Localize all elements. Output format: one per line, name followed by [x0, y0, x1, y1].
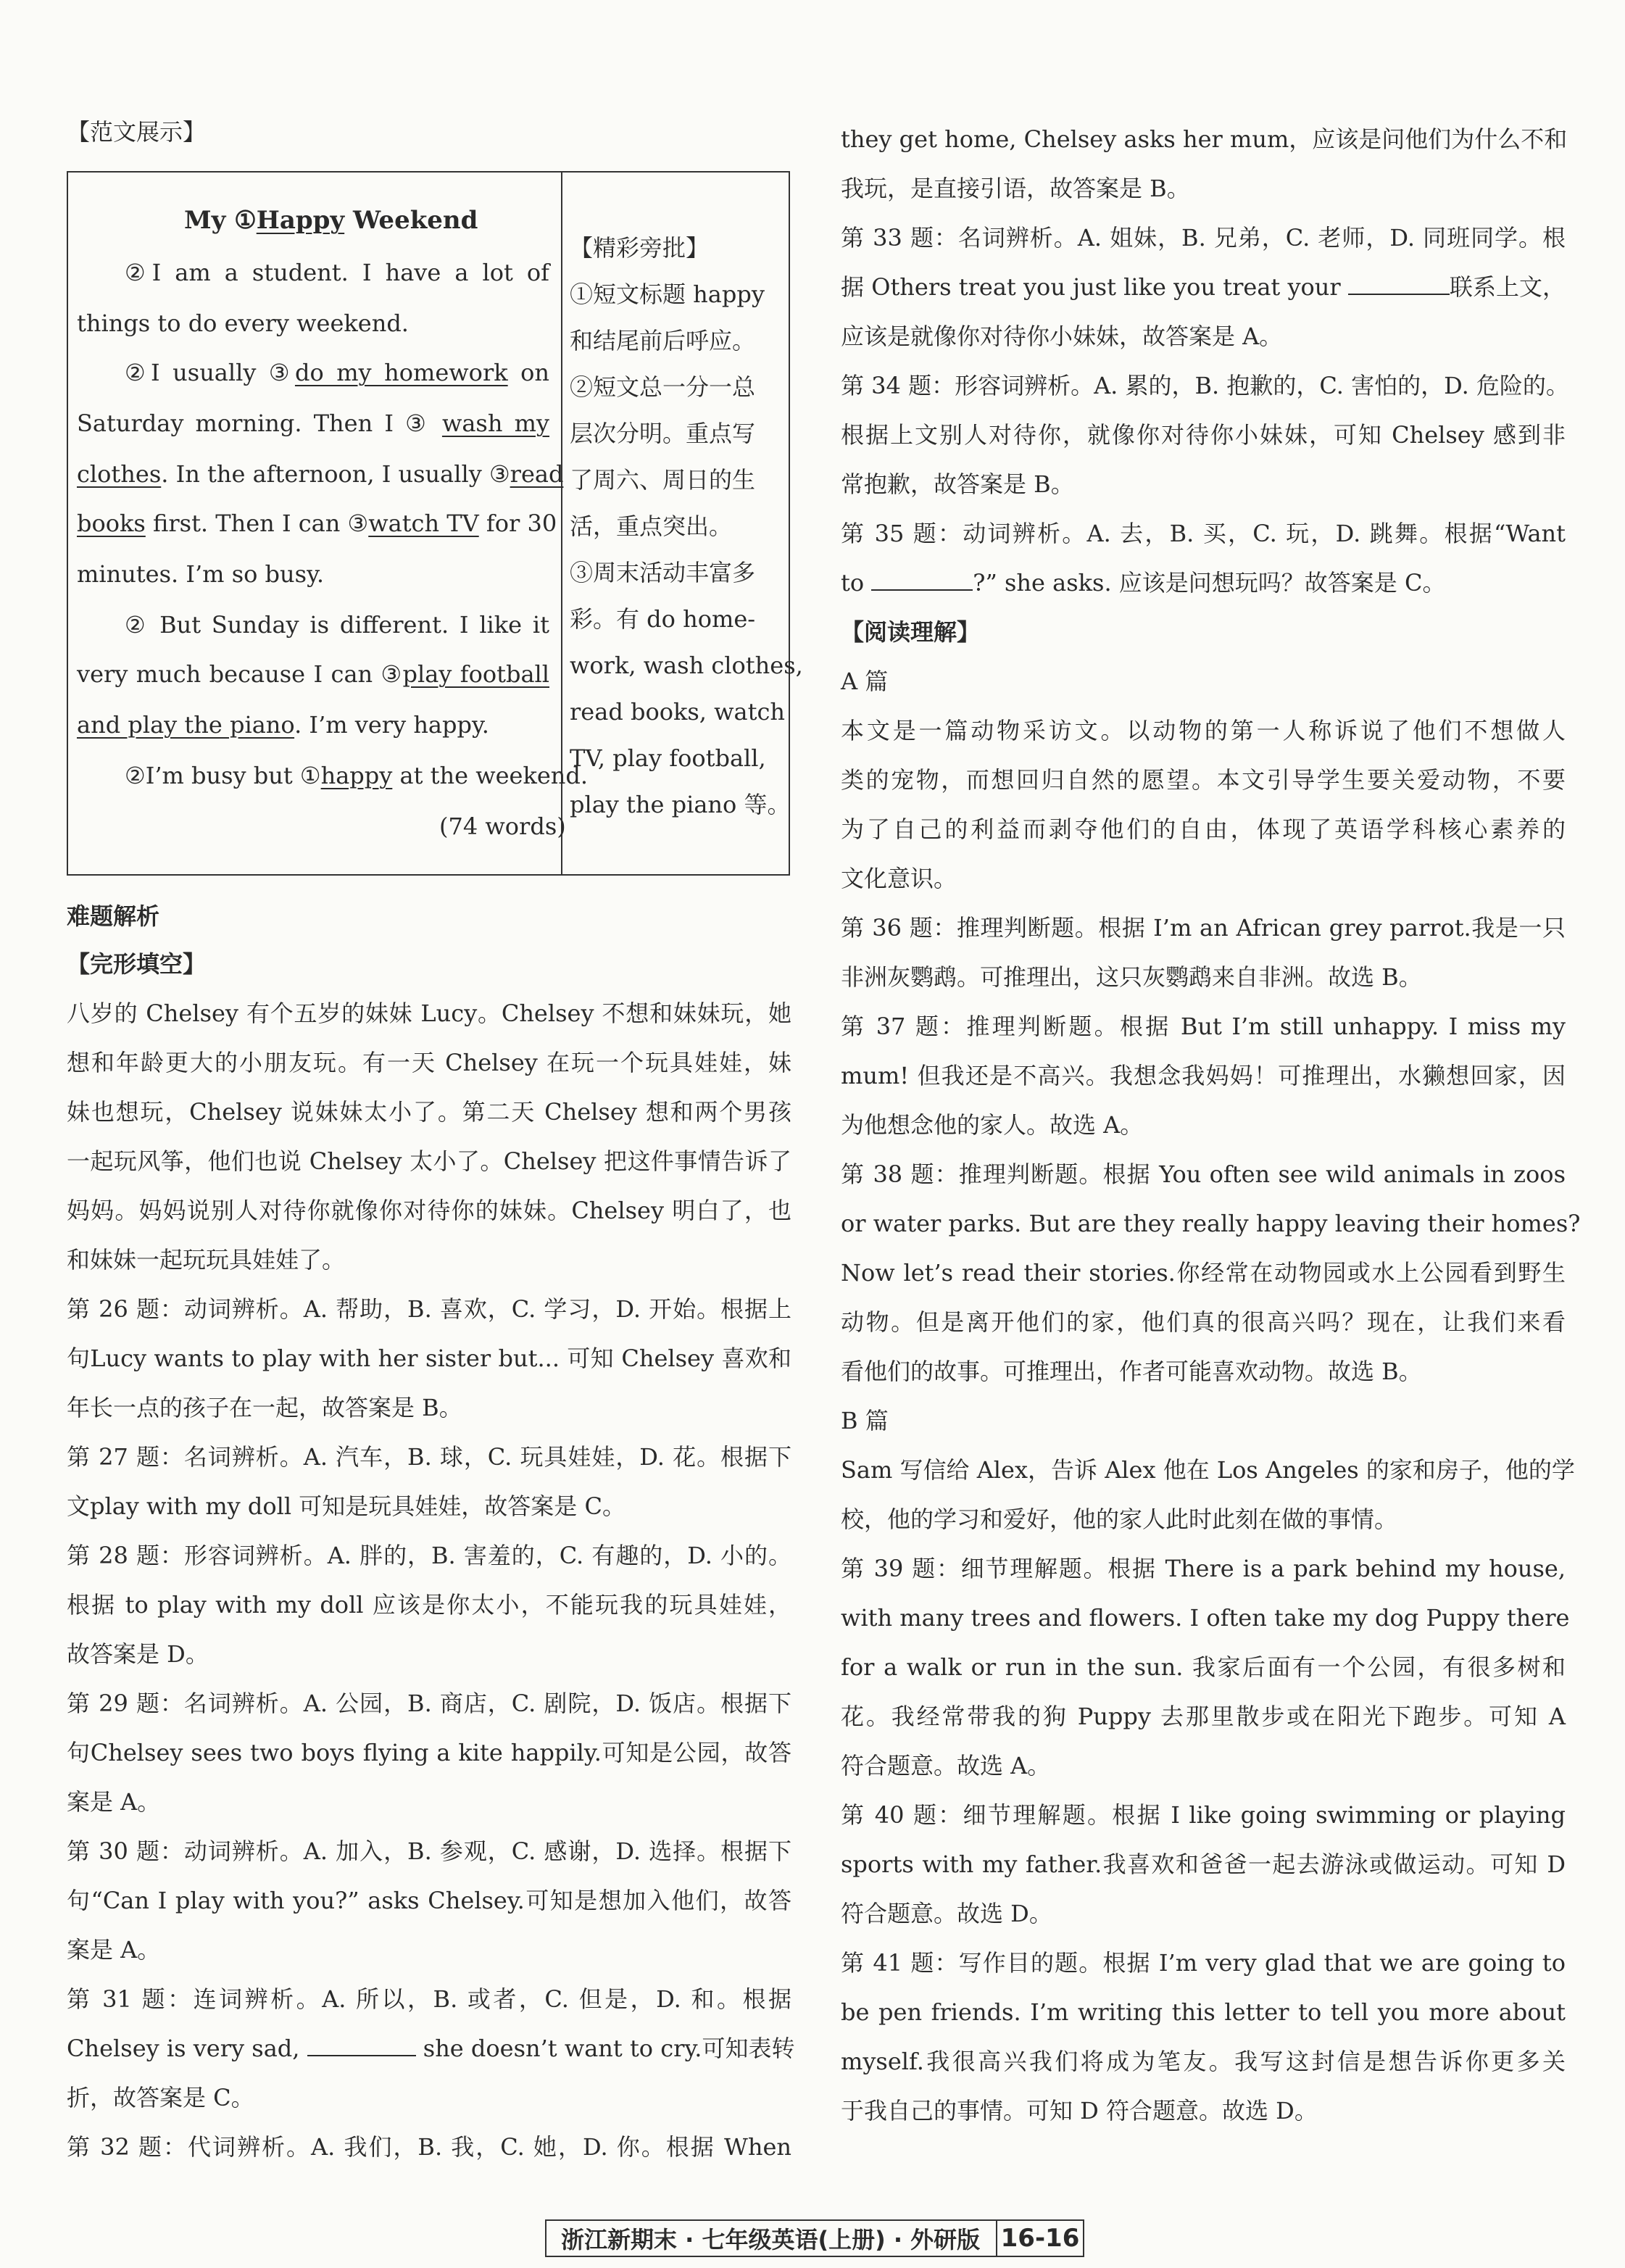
text-line: 据 Others treat you just like you treat your 联系上文，: [841, 273, 1566, 301]
essay-line: ②I usually ③do my homework on: [125, 359, 550, 386]
comment-line: 了周六、周日的生: [570, 466, 756, 494]
essay-line: clothes. In the afternoon, I usually ③read: [77, 460, 564, 488]
text-line: 第 39 题：细节理解题。根据 There is a park behind my house,: [841, 1555, 1566, 1582]
comment-line: ②短文总一分一总: [570, 373, 756, 401]
footer-title: 浙江新期末 · 七年级英语(上册) · 外研版: [561, 2226, 981, 2254]
text-line: Sam 写信给 Alex，告诉 Alex 他在 Los Angeles 的家和房子，他的学: [841, 1456, 1575, 1484]
text-line: Now let’s read their stories.你经常在动物园或水上公园看到野生: [841, 1259, 1566, 1287]
section-label: B 篇: [841, 1407, 889, 1434]
text-line: 类的宠物，而想回归自然的愿望。本文引导学生要关爱动物，不要: [841, 766, 1566, 794]
analysis-heading: 难题解析: [67, 902, 160, 930]
text-line: 文化意识。: [841, 865, 957, 892]
text-line: 第 38 题：推理判断题。根据 You often see wild animals in zoos: [841, 1160, 1566, 1188]
text-line: 和妹妹一起玩玩具娃娃了。: [67, 1246, 346, 1274]
essay-line: ② But Sunday is different. I like it: [125, 611, 549, 639]
essay-line: Saturday morning. Then I ③ wash my: [77, 410, 550, 437]
text-line: 我玩，是直接引语，故答案是 B。: [841, 175, 1190, 202]
answer-blank: [1348, 293, 1450, 295]
text-line: 为了自己的利益而剥夺他们的自由，体现了英语学科核心素养的: [841, 815, 1566, 843]
text-line: 妈妈。妈妈说别人对待你就像你对待你的妹妹。Chelsey 明白了，也: [67, 1197, 791, 1224]
text-line: 第 28 题：形容词辨析。A. 胖的，B. 害羞的，C. 有趣的，D. 小的。: [67, 1542, 791, 1569]
reading-heading: 【阅读理解】: [841, 618, 981, 646]
text-line: 第 32 题：代词辨析。A. 我们，B. 我，C. 她，D. 你。根据 When: [67, 2133, 791, 2161]
text-line: 本文是一篇动物采访文。以动物的第一人称诉说了他们不想做人: [841, 717, 1566, 744]
text-line: with many trees and flowers. I often take my dog Puppy there: [841, 1604, 1570, 1632]
text-line: 应该是就像你对待你小妹妹，故答案是 A。: [841, 323, 1283, 350]
comment-line: ③周末活动丰富多: [570, 559, 756, 586]
comment-line: 层次分明。重点写: [570, 420, 756, 447]
text-line: 妹也想玩，Chelsey 说妹妹太小了。第二天 Chelsey 想和两个男孩: [67, 1098, 791, 1126]
text-line: 句“Can I play with you?” asks Chelsey.可知是想加入他们，故答: [67, 1887, 791, 1914]
text-line: myself.我很高兴我们将成为笔友。我写这封信是想告诉你更多关: [841, 2048, 1566, 2075]
text-line: 年长一点的孩子在一起，故答案是 B。: [67, 1394, 462, 1421]
cloze-heading: 【完形填空】: [67, 950, 207, 978]
text-line: 第 26 题：动词辨析。A. 帮助，B. 喜欢，C. 学习，D. 开始。根据上: [67, 1295, 791, 1323]
text-line: 非洲灰鹦鹉。可推理出，这只灰鹦鹉来自非洲。故选 B。: [841, 963, 1422, 991]
text-line: 想和年龄更大的小朋友玩。有一天 Chelsey 在玩一个玩具娃娃，妹: [67, 1049, 791, 1076]
page-footer: [545, 2219, 1084, 2257]
text-line: 第 31 题：连词辨析。A. 所以，B. 或者，C. 但是，D. 和。根据: [67, 1985, 791, 2013]
text-line: 第 37 题：推理判断题。根据 But I’m still unhappy. I miss my: [841, 1013, 1566, 1040]
text-line: 于我自己的事情。可知 D 符合题意。故选 D。: [841, 2097, 1318, 2124]
answer-blank: [307, 2054, 416, 2056]
comment-line: 活，重点突出。: [570, 512, 733, 540]
text-line: 第 27 题：名词辨析。A. 汽车，B. 球，C. 玩具娃娃，D. 花。根据下: [67, 1443, 791, 1471]
text-line: for a walk or run in the sun. 我家后面有一个公园，有很多树和: [841, 1653, 1566, 1681]
text-line: 第 34 题：形容词辨析。A. 累的，B. 抱歉的，C. 害怕的，D. 危险的。: [841, 372, 1569, 399]
text-line: 第 35 题：动词辨析。A. 去，B. 买，C. 玩，D. 跳舞。根据“Want: [841, 520, 1566, 547]
text-line: 根据上文别人对待你，就像你对待你小妹妹，可知 Chelsey 感到非: [841, 421, 1566, 449]
text-line: sports with my father.我喜欢和爸爸一起去游泳或做运动。可知 D: [841, 1850, 1566, 1878]
text-line: 案是 A。: [67, 1788, 161, 1816]
text-line: 句Chelsey sees two boys flying a kite happily.可知是公园，故答: [67, 1739, 791, 1766]
sample-heading: 【范文展示】: [67, 118, 207, 146]
text-line: 一起玩风筝，他们也说 Chelsey 太小了。Chelsey 把这件事情告诉了: [67, 1147, 791, 1175]
text-line: Chelsey is very sad, she doesn’t want to cry.可知表转: [67, 2035, 795, 2062]
comment-line: ①短文标题 happy: [570, 281, 765, 308]
text-line: to ?” she asks. 应该是问想玩吗？故答案是 C。: [841, 569, 1446, 597]
text-line: 符合题意。故选 D。: [841, 1900, 1052, 1927]
comment-line: work, wash clothes,: [570, 652, 803, 679]
text-line: they get home, Chelsey asks her mum，应该是问他们为什么不和: [841, 125, 1568, 153]
essay-line: things to do every weekend.: [77, 310, 409, 337]
text-line: 八岁的 Chelsey 有个五岁的妹妹 Lucy。Chelsey 不想和妹妹玩，她: [67, 1000, 791, 1027]
answer-blank: [871, 589, 973, 591]
text-line: 符合题意。故选 A。: [841, 1752, 1051, 1779]
text-line: 花。我经常带我的狗 Puppy 去那里散步或在阳光下跑步。可知 A: [841, 1703, 1566, 1730]
text-line: 校，他的学习和爱好，他的家人此时此刻在做的事情。: [841, 1505, 1398, 1533]
text-line: 为他想念他的家人。故选 A。: [841, 1111, 1144, 1139]
comment-line: play the piano 等。: [570, 791, 791, 818]
comment-line: read books, watch: [570, 698, 785, 726]
text-line: 第 30 题：动词辨析。A. 加入，B. 参观，C. 感谢，D. 选择。根据下: [67, 1837, 791, 1865]
text-line: 第 36 题：推理判断题。根据 I’m an African grey parrot.我是一只: [841, 914, 1566, 942]
text-line: 句Lucy wants to play with her sister but... 可知 Chelsey 喜欢和: [67, 1345, 791, 1372]
text-line: 动物。但是离开他们的家，他们真的很高兴吗？现在，让我们来看: [841, 1308, 1566, 1336]
text-line: 折，故答案是 C。: [67, 2084, 254, 2111]
essay-title: My ①Happy Weekend: [184, 206, 478, 235]
comment-heading: 【精彩旁批】: [570, 234, 710, 262]
text-line: be pen friends. I’m writing this letter to tell you more about: [841, 1998, 1566, 2026]
text-line: 故答案是 D。: [67, 1640, 209, 1668]
comment-line: 和结尾前后呼应。: [570, 327, 756, 354]
text-line: 案是 A。: [67, 1936, 161, 1964]
essay-line: ②I am a student. I have a lot of: [125, 259, 549, 286]
text-line: or water parks. But are they really happy leaving their homes?: [841, 1210, 1581, 1237]
essay-line: minutes. I’m so busy.: [77, 560, 325, 588]
text-line: 第 29 题：名词辨析。A. 公园，B. 商店，C. 剧院，D. 饭店。根据下: [67, 1690, 791, 1717]
text-line: 常抱歉，故答案是 B。: [841, 470, 1074, 498]
essay-line: books first. Then I can ③watch TV for 30: [77, 510, 557, 537]
essay-line: ②I’m busy but ①happy at the weekend.: [125, 762, 589, 789]
text-line: 根据 to play with my doll 应该是你太小，不能玩我的玩具娃娃，: [67, 1591, 791, 1619]
essay-line: very much because I can ③play football: [77, 660, 550, 688]
essay-line: and play the piano. I’m very happy.: [77, 711, 489, 739]
text-line: 第 33 题：名词辨析。A. 姐妹，B. 兄弟，C. 老师，D. 同班同学。根: [841, 224, 1566, 252]
text-line: 文play with my doll 可知是玩具娃娃，故答案是 C。: [67, 1492, 626, 1520]
sample-essay-box: [67, 171, 803, 876]
text-line: 看他们的故事。可推理出，作者可能喜欢动物。故选 B。: [841, 1358, 1422, 1385]
text-line: 第 40 题：细节理解题。根据 I like going swimming or playing: [841, 1801, 1566, 1829]
text-line: mum! 但我还是不高兴。我想念我妈妈！可推理出，水獭想回家，因: [841, 1062, 1566, 1089]
essay-word-count: (74 words): [439, 813, 566, 840]
section-label: A 篇: [841, 668, 889, 695]
text-line: 第 41 题：写作目的题。根据 I’m very glad that we are going to: [841, 1949, 1566, 1977]
comment-line: 彩。有 do home-: [570, 605, 756, 633]
page-number: 16-16: [996, 2221, 1083, 2256]
comment-line: TV, play football,: [570, 744, 766, 772]
